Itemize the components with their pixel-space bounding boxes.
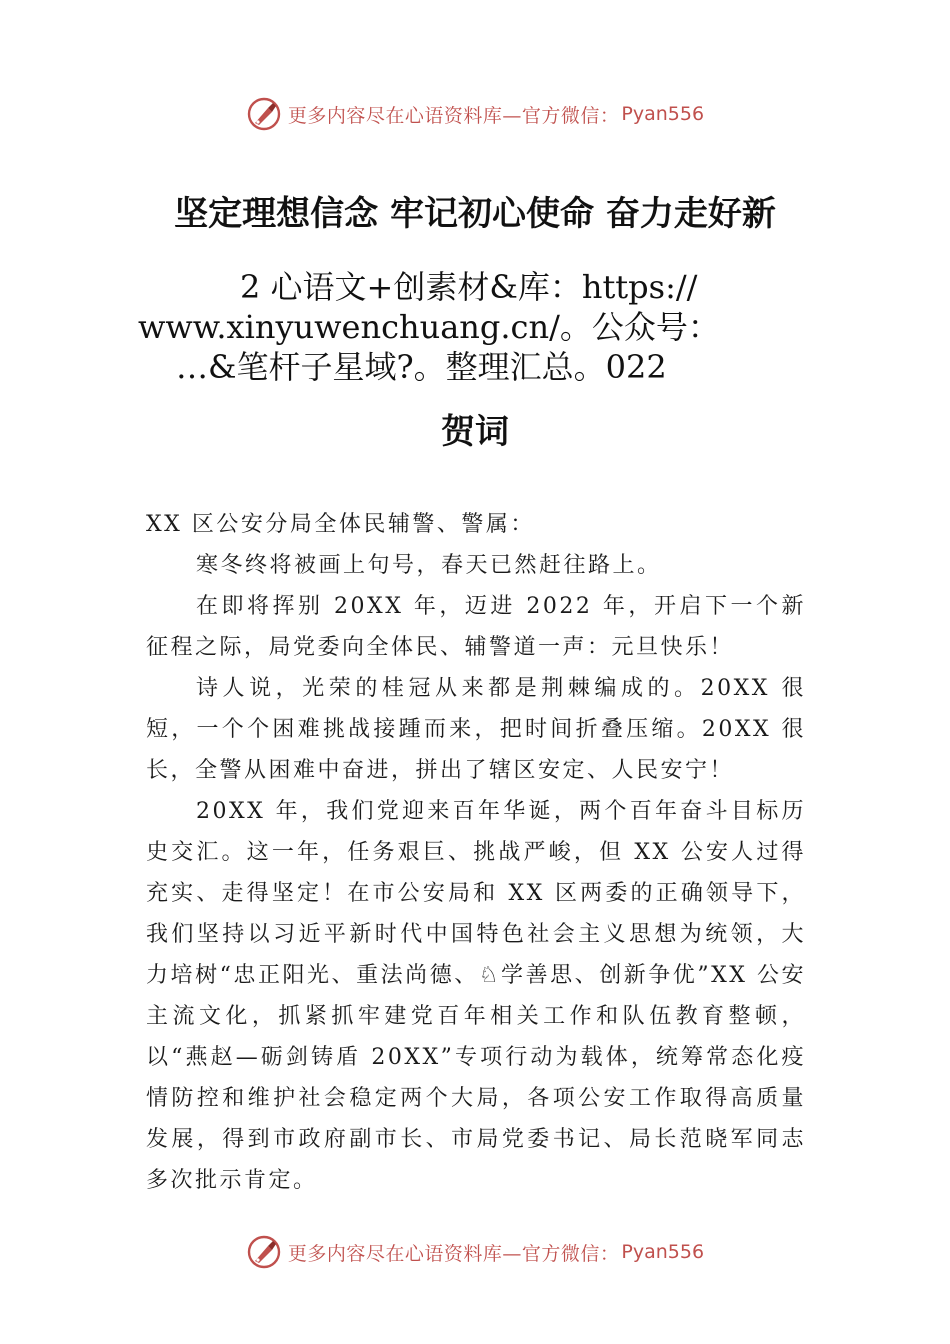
banner-text: 更多内容尽在心语资料库—官方微信：: [287, 1242, 620, 1265]
document-title: 坚定理想信念 牢记初心使命 奋力走好新: [174, 194, 776, 234]
letter-body: [146, 504, 806, 1201]
banner-wechat-id: Pyan556: [621, 1241, 705, 1263]
source-line-2: www.xinyuwenchuang.cn/。公众号：: [138, 308, 720, 346]
paragraph: 诗人说，光荣的桂冠从来都是荆棘编成的。20XX 很短，一个个困难挑战接踵而来，把时间折叠压缩。20XX 很长，全警从困难中奋进，拼出了辖区安定、人民安宁！: [146, 676, 806, 783]
source-line-3: …&笔杆子星域?。整理汇总。022: [176, 348, 667, 386]
salutation: XX 区公安分局全体民辅警、警属：: [146, 512, 535, 537]
banner-text: 更多内容尽在心语资料库—官方微信：: [287, 104, 620, 127]
pen-nib-logo-icon: [246, 96, 282, 132]
section-heading: 贺词: [441, 412, 509, 452]
paragraph: 20XX 年，我们党迎来百年华诞，两个百年奋斗目标历史交汇。这一年，任务艰巨、挑战严峻，但 XX 公安人过得充实、走得坚定！在市公安局和 XX 区两委的正确领导下，我们坚持以习近平新时代中国特色社会主义思想为统领，大力培树“忠正阳光、重法尚德、♘学善思、创新争优”XX 公安主流文化，抓紧抓牢建党百年相关工作和队伍教育整顿， 以“燕赵—砺剑铸盾 20XX”专项行动为载体，统筹常态化疫情防控和维护社会稳定两个大局，各项公安工作取得高质量发展，得到市政府副市长、市局党委书记、局长范晓军同志多次批示肯定。: [146, 799, 806, 1193]
source-line-1: 2 心语文+创素材&库：https://: [240, 268, 698, 306]
footer-banner: [0, 1230, 950, 1274]
paragraph: 在即将挥别 20XX 年，迈进 2022 年，开启下一个新征程之际，局党委向全体民、辅警道一声：元旦快乐！: [146, 594, 806, 660]
paragraph: 寒冬终将被画上句号，春天已然赶往路上。: [196, 553, 662, 578]
banner-wechat-id: Pyan556: [621, 103, 705, 125]
pen-nib-logo-icon: [246, 1234, 282, 1270]
header-banner: [0, 92, 950, 136]
